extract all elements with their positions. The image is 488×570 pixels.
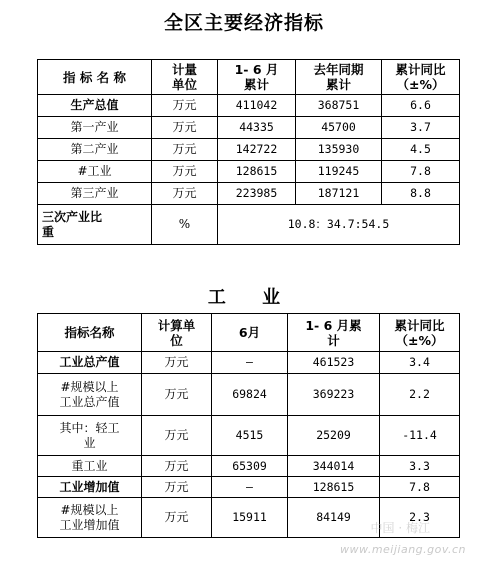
row-unit: 万元 xyxy=(142,374,212,416)
row-name: 第二产业 xyxy=(38,139,152,161)
row-name: 第三产业 xyxy=(38,183,152,205)
row-name: #工业 xyxy=(38,161,152,183)
row-value: 187121 xyxy=(296,183,382,205)
row-unit: 万元 xyxy=(142,477,212,498)
row-value: 69824 xyxy=(212,374,288,416)
row-name: #规模以上 工业总产值 xyxy=(38,374,142,416)
row-value: 368751 xyxy=(296,95,382,117)
economic-indicators-table xyxy=(37,59,460,245)
row-value: 119245 xyxy=(296,161,382,183)
row-value: 4.5 xyxy=(382,139,460,161)
header-indicator-name: 指 标 名 称 xyxy=(38,60,152,95)
row-value: 3.3 xyxy=(380,456,460,477)
row-value: 461523 xyxy=(288,352,380,374)
table-row xyxy=(38,416,460,456)
table-row xyxy=(38,456,460,477)
row-unit: 万元 xyxy=(152,95,218,117)
table-header-row xyxy=(38,60,460,95)
table-header-row xyxy=(38,314,460,352)
table-row xyxy=(38,95,460,117)
header-unit: 计量 单位 xyxy=(152,60,218,95)
row-unit: 万元 xyxy=(152,117,218,139)
ratio-row-name: 三次产业比 重 xyxy=(38,205,152,245)
row-value: -11.4 xyxy=(380,416,460,456)
row-value: 44335 xyxy=(218,117,296,139)
row-value: 223985 xyxy=(218,183,296,205)
row-value: 135930 xyxy=(296,139,382,161)
row-value: 45700 xyxy=(296,117,382,139)
row-name: 第一产业 xyxy=(38,117,152,139)
row-unit: 万元 xyxy=(142,352,212,374)
table-row xyxy=(38,139,460,161)
row-value: 3.7 xyxy=(382,117,460,139)
row-value: — xyxy=(212,352,288,374)
row-value: 142722 xyxy=(218,139,296,161)
ratio-row-unit: % xyxy=(152,205,218,245)
table-row xyxy=(38,161,460,183)
row-value: 7.8 xyxy=(382,161,460,183)
row-value: 2.2 xyxy=(380,374,460,416)
header-unit: 计算单 位 xyxy=(142,314,212,352)
row-unit: 万元 xyxy=(142,416,212,456)
row-value: 128615 xyxy=(218,161,296,183)
ratio-row-value: 10.8：34.7:54.5 xyxy=(218,205,460,245)
row-name: 生产总值 xyxy=(38,95,152,117)
table-row xyxy=(38,374,460,416)
row-value: 369223 xyxy=(288,374,380,416)
industry-ratio-row xyxy=(38,205,460,245)
row-unit: 万元 xyxy=(152,139,218,161)
table-row xyxy=(38,477,460,498)
watermark-text: 中国 · 梅江 xyxy=(370,521,430,535)
row-name: 重工业 xyxy=(38,456,142,477)
watermark-url: www.meijiang.gov.cn xyxy=(340,543,466,556)
row-value: 411042 xyxy=(218,95,296,117)
row-value: 3.4 xyxy=(380,352,460,374)
row-unit: 万元 xyxy=(152,183,218,205)
row-value: 128615 xyxy=(288,477,380,498)
row-value: 65309 xyxy=(212,456,288,477)
row-value: — xyxy=(212,477,288,498)
row-unit: 万元 xyxy=(142,456,212,477)
header-june: 6月 xyxy=(212,314,288,352)
row-name: 其中：轻工 业 xyxy=(38,416,142,456)
row-value: 344014 xyxy=(288,456,380,477)
row-unit: 万元 xyxy=(142,498,212,538)
row-name: 工业总产值 xyxy=(38,352,142,374)
row-name: 工业增加值 xyxy=(38,477,142,498)
header-yoy-change: 累计同比 （±%） xyxy=(380,314,460,352)
row-name: #规模以上 工业增加值 xyxy=(38,498,142,538)
row-value: 2.3 xyxy=(380,498,460,538)
row-value: 25209 xyxy=(288,416,380,456)
table-row xyxy=(38,352,460,374)
header-indicator-name: 指标名称 xyxy=(38,314,142,352)
row-value: 7.8 xyxy=(380,477,460,498)
section-title-industry: 工 业 xyxy=(207,287,281,308)
industry-table xyxy=(37,313,460,538)
document-title: 全区主要经济指标 xyxy=(163,12,324,34)
row-unit: 万元 xyxy=(152,161,218,183)
header-yoy-change: 累计同比 （±%） xyxy=(382,60,460,95)
header-jan-jun-cumulative: 1- 6 月累 计 xyxy=(288,314,380,352)
header-jan-jun-cumulative: 1- 6 月 累计 xyxy=(218,60,296,95)
header-last-year-cumulative: 去年同期 累计 xyxy=(296,60,382,95)
row-value: 15911 xyxy=(212,498,288,538)
table-row xyxy=(38,183,460,205)
table-row xyxy=(38,117,460,139)
row-value: 84149 xyxy=(288,498,380,538)
row-value: 4515 xyxy=(212,416,288,456)
row-value: 6.6 xyxy=(382,95,460,117)
row-value: 8.8 xyxy=(382,183,460,205)
